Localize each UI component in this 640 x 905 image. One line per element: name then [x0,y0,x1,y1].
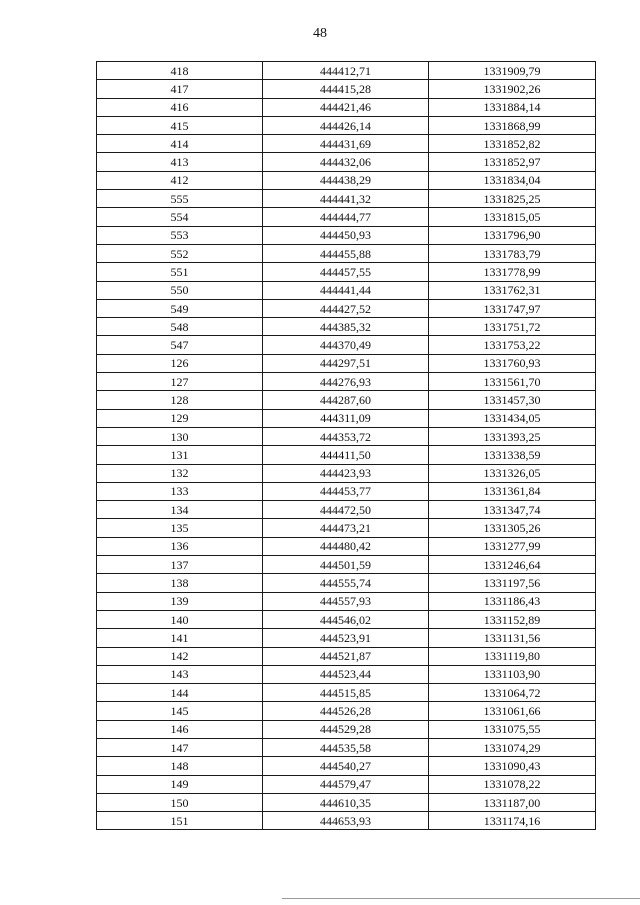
y-coordinate-cell: 1331197,56 [429,574,596,592]
table-row [97,775,596,793]
point-number-cell: 141 [97,629,263,647]
point-number-cell: 128 [97,391,263,409]
table-row [97,409,596,427]
table-row [97,116,596,134]
y-coordinate-cell: 1331393,25 [429,427,596,445]
point-number-cell: 555 [97,190,263,208]
x-coordinate-cell: 444521,87 [263,647,429,665]
y-coordinate-cell: 1331305,26 [429,519,596,537]
point-number-cell: 145 [97,702,263,720]
coordinates-table [96,61,596,830]
table-row [97,519,596,537]
footer-divider [282,898,640,899]
x-coordinate-cell: 444480,42 [263,537,429,555]
table-row [97,812,596,830]
y-coordinate-cell: 1331326,05 [429,464,596,482]
y-coordinate-cell: 1331902,26 [429,80,596,98]
page-number: 48 [313,26,327,41]
point-number-cell: 133 [97,482,263,500]
point-number-cell: 151 [97,812,263,830]
table-row [97,592,596,610]
y-coordinate-cell: 1331277,99 [429,537,596,555]
table-row [97,373,596,391]
table-row [97,793,596,811]
x-coordinate-cell: 444423,93 [263,464,429,482]
y-coordinate-cell: 1331760,93 [429,354,596,372]
point-number-cell: 129 [97,409,263,427]
x-coordinate-cell: 444441,44 [263,281,429,299]
table-row [97,720,596,738]
point-number-cell: 140 [97,610,263,628]
y-coordinate-cell: 1331561,70 [429,373,596,391]
x-coordinate-cell: 444370,49 [263,336,429,354]
point-number-cell: 547 [97,336,263,354]
point-number-cell: 417 [97,80,263,98]
table-row [97,299,596,317]
table-row [97,427,596,445]
point-number-cell: 549 [97,299,263,317]
point-number-cell: 415 [97,116,263,134]
table-row [97,574,596,592]
x-coordinate-cell: 444421,46 [263,98,429,116]
y-coordinate-cell: 1331783,79 [429,244,596,262]
x-coordinate-cell: 444453,77 [263,482,429,500]
x-coordinate-cell: 444431,69 [263,135,429,153]
table-row [97,537,596,555]
point-number-cell: 552 [97,244,263,262]
x-coordinate-cell: 444311,09 [263,409,429,427]
x-coordinate-cell: 444523,44 [263,665,429,683]
x-coordinate-cell: 444427,52 [263,299,429,317]
point-number-cell: 412 [97,171,263,189]
y-coordinate-cell: 1331815,05 [429,208,596,226]
table-row [97,190,596,208]
y-coordinate-cell: 1331347,74 [429,501,596,519]
y-coordinate-cell: 1331078,22 [429,775,596,793]
point-number-cell: 136 [97,537,263,555]
x-coordinate-cell: 444276,93 [263,373,429,391]
table-row [97,446,596,464]
y-coordinate-cell: 1331361,84 [429,482,596,500]
x-coordinate-cell: 444353,72 [263,427,429,445]
point-number-cell: 548 [97,318,263,336]
point-number-cell: 135 [97,519,263,537]
point-number-cell: 150 [97,793,263,811]
y-coordinate-cell: 1331753,22 [429,336,596,354]
x-coordinate-cell: 444540,27 [263,757,429,775]
y-coordinate-cell: 1331852,82 [429,135,596,153]
table-row [97,153,596,171]
table-row [97,482,596,500]
y-coordinate-cell: 1331074,29 [429,738,596,756]
table-row [97,501,596,519]
table-row [97,336,596,354]
x-coordinate-cell: 444557,93 [263,592,429,610]
y-coordinate-cell: 1331434,05 [429,409,596,427]
x-coordinate-cell: 444579,47 [263,775,429,793]
y-coordinate-cell: 1331246,64 [429,556,596,574]
x-coordinate-cell: 444444,77 [263,208,429,226]
point-number-cell: 138 [97,574,263,592]
y-coordinate-cell: 1331852,97 [429,153,596,171]
point-number-cell: 414 [97,135,263,153]
y-coordinate-cell: 1331131,56 [429,629,596,647]
table-row [97,263,596,281]
table-row [97,757,596,775]
point-number-cell: 413 [97,153,263,171]
y-coordinate-cell: 1331778,99 [429,263,596,281]
point-number-cell: 149 [97,775,263,793]
y-coordinate-cell: 1331834,04 [429,171,596,189]
x-coordinate-cell: 444457,55 [263,263,429,281]
x-coordinate-cell: 444441,32 [263,190,429,208]
table-row [97,208,596,226]
point-number-cell: 137 [97,556,263,574]
x-coordinate-cell: 444415,28 [263,80,429,98]
point-number-cell: 130 [97,427,263,445]
x-coordinate-cell: 444287,60 [263,391,429,409]
x-coordinate-cell: 444472,50 [263,501,429,519]
point-number-cell: 416 [97,98,263,116]
point-number-cell: 148 [97,757,263,775]
y-coordinate-cell: 1331762,31 [429,281,596,299]
point-number-cell: 143 [97,665,263,683]
table-row [97,647,596,665]
y-coordinate-cell: 1331338,59 [429,446,596,464]
table-row [97,171,596,189]
y-coordinate-cell: 1331090,43 [429,757,596,775]
x-coordinate-cell: 444523,91 [263,629,429,647]
table-row [97,318,596,336]
point-number-cell: 144 [97,684,263,702]
y-coordinate-cell: 1331751,72 [429,318,596,336]
y-coordinate-cell: 1331187,00 [429,793,596,811]
table-row [97,610,596,628]
point-number-cell: 551 [97,263,263,281]
y-coordinate-cell: 1331152,89 [429,610,596,628]
x-coordinate-cell: 444297,51 [263,354,429,372]
y-coordinate-cell: 1331075,55 [429,720,596,738]
y-coordinate-cell: 1331186,43 [429,592,596,610]
x-coordinate-cell: 444546,02 [263,610,429,628]
y-coordinate-cell: 1331747,97 [429,299,596,317]
x-coordinate-cell: 444450,93 [263,226,429,244]
y-coordinate-cell: 1331825,25 [429,190,596,208]
table-row [97,80,596,98]
table-row [97,281,596,299]
x-coordinate-cell: 444473,21 [263,519,429,537]
point-number-cell: 554 [97,208,263,226]
point-number-cell: 132 [97,464,263,482]
table-row [97,684,596,702]
table-row [97,391,596,409]
table-row [97,354,596,372]
table-row [97,98,596,116]
point-number-cell: 126 [97,354,263,372]
y-coordinate-cell: 1331796,90 [429,226,596,244]
x-coordinate-cell: 444526,28 [263,702,429,720]
table-row [97,702,596,720]
x-coordinate-cell: 444515,85 [263,684,429,702]
y-coordinate-cell: 1331884,14 [429,98,596,116]
x-coordinate-cell: 444653,93 [263,812,429,830]
point-number-cell: 127 [97,373,263,391]
table-row [97,62,596,80]
x-coordinate-cell: 444385,32 [263,318,429,336]
x-coordinate-cell: 444426,14 [263,116,429,134]
x-coordinate-cell: 444610,35 [263,793,429,811]
table-row [97,738,596,756]
point-number-cell: 550 [97,281,263,299]
table-row [97,135,596,153]
point-number-cell: 146 [97,720,263,738]
table-row [97,665,596,683]
coordinates-table-body [97,62,596,830]
x-coordinate-cell: 444432,06 [263,153,429,171]
y-coordinate-cell: 1331119,80 [429,647,596,665]
point-number-cell: 553 [97,226,263,244]
point-number-cell: 418 [97,62,263,80]
y-coordinate-cell: 1331103,90 [429,665,596,683]
point-number-cell: 142 [97,647,263,665]
y-coordinate-cell: 1331909,79 [429,62,596,80]
x-coordinate-cell: 444535,58 [263,738,429,756]
table-row [97,464,596,482]
y-coordinate-cell: 1331457,30 [429,391,596,409]
point-number-cell: 147 [97,738,263,756]
table-row [97,629,596,647]
table-row [97,226,596,244]
y-coordinate-cell: 1331174,16 [429,812,596,830]
point-number-cell: 131 [97,446,263,464]
point-number-cell: 139 [97,592,263,610]
table-row [97,556,596,574]
x-coordinate-cell: 444455,88 [263,244,429,262]
table-row [97,244,596,262]
x-coordinate-cell: 444501,59 [263,556,429,574]
y-coordinate-cell: 1331064,72 [429,684,596,702]
y-coordinate-cell: 1331868,99 [429,116,596,134]
x-coordinate-cell: 444412,71 [263,62,429,80]
x-coordinate-cell: 444438,29 [263,171,429,189]
point-number-cell: 134 [97,501,263,519]
x-coordinate-cell: 444529,28 [263,720,429,738]
x-coordinate-cell: 444555,74 [263,574,429,592]
x-coordinate-cell: 444411,50 [263,446,429,464]
y-coordinate-cell: 1331061,66 [429,702,596,720]
